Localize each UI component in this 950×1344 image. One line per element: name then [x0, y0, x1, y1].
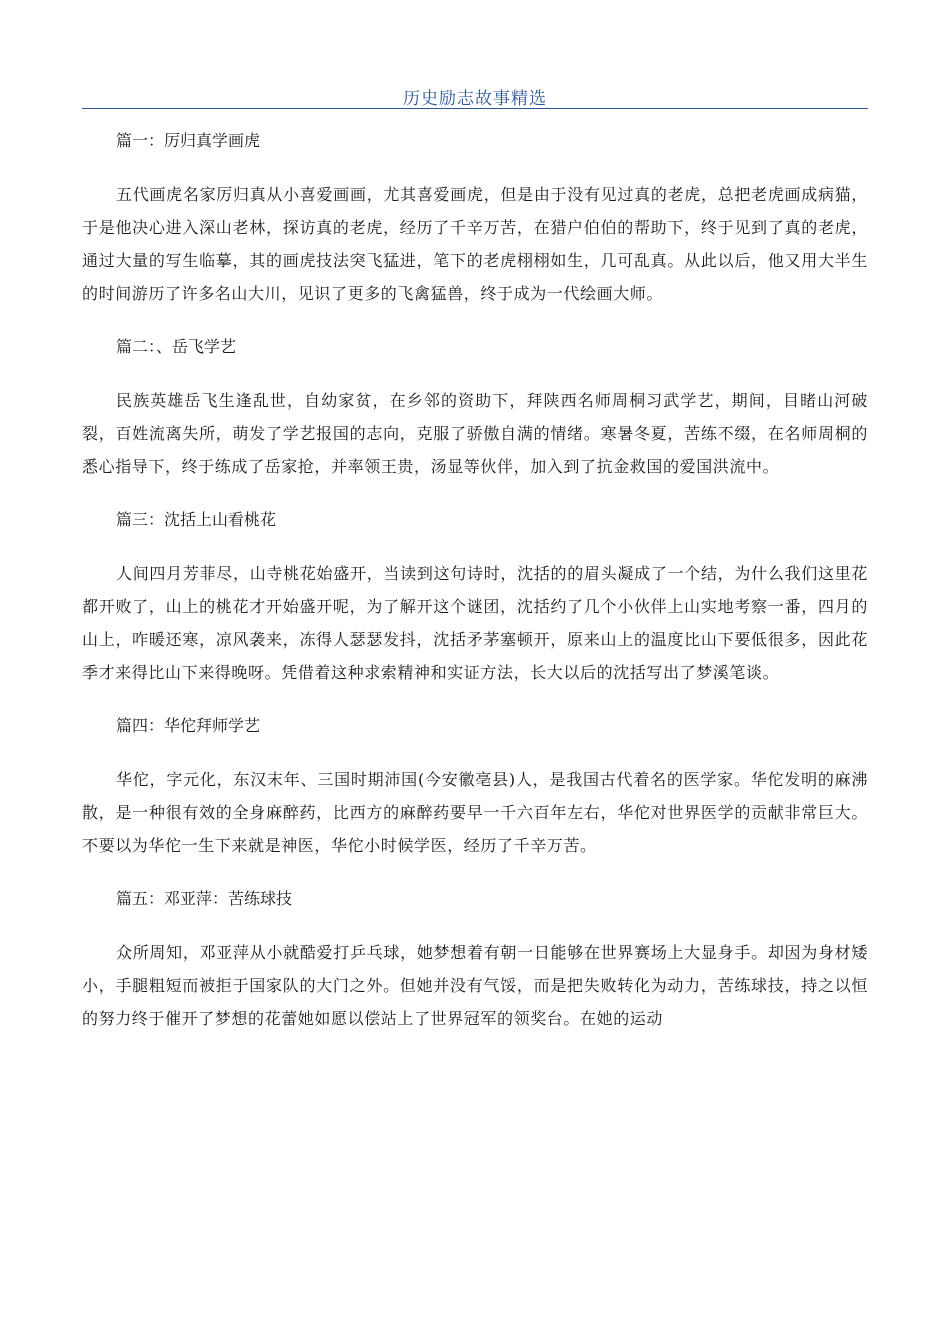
section-title: 篇四：华佗拜师学艺 — [116, 716, 261, 735]
section-4 — [82, 709, 868, 862]
document-body — [82, 124, 868, 1055]
section-paragraph: 五代画虎名家厉归真从小喜爱画画，尤其喜爱画虎，但是由于没有见过真的老虎，总把老虎画成病猫，于是他决心进入深山老林，探访真的老虎，经历了千辛万苦，在猎户伯伯的帮助下，终于见到了真的老虎，通过大量的写生临摹，其的画虎技法突飞猛进，笔下的老虎栩栩如生，几可乱真。从此以后，他又用大半生的时间游历了许多名山大川，见识了更多的飞禽猛兽，终于成为一代绘画大师。 — [82, 185, 868, 303]
section-paragraph: 华佗，字元化，东汉末年、三国时期沛国(今安徽亳县)人，是我国古代着名的医学家。华佗发明的麻沸散，是一种很有效的全身麻醉药，比西方的麻醉药要早一千六百年左右，华佗对世界医学的贡献非常巨大。不要以为华佗一生下来就是神医，华佗小时候学医，经历了千辛万苦。 — [82, 770, 868, 855]
section-3 — [82, 503, 868, 689]
section-paragraph: 民族英雄岳飞生逢乱世，自幼家贫，在乡邻的资助下，拜陕西名师周桐习武学艺，期间，目睹山河破裂，百姓流离失所，萌发了学艺报国的志向，克服了骄傲自满的情绪。寒暑冬夏，苦练不缀，在名师周桐的悉心指导下，终于练成了岳家抢，并率领王贵，汤显等伙伴，加入到了抗金救国的爱国洪流中。 — [82, 391, 868, 476]
section-paragraph: 人间四月芳菲尽，山寺桃花始盛开，当读到这句诗时，沈括的的眉头凝成了一个结，为什么我们这里花都开败了，山上的桃花才开始盛开呢，为了解开这个谜团，沈括约了几个小伙伴上山实地考察一番，四月的山上，咋暖还寒，凉风袭来，冻得人瑟瑟发抖，沈括矛茅塞顿开，原来山上的温度比山下要低很多，因此花季才来得比山下来得晚呀。凭借着这种求索精神和实证方法，长大以后的沈括写出了梦溪笔谈。 — [82, 564, 868, 682]
page-header — [82, 0, 868, 110]
section-1 — [82, 124, 868, 310]
section-5 — [82, 882, 868, 1035]
document-page — [82, 0, 868, 1028]
section-paragraph: 众所周知，邓亚萍从小就酷爱打乒乓球，她梦想着有朝一日能够在世界赛场上大显身手。却因为身材矮小，手腿粗短而被拒于国家队的大门之外。但她并没有气馁，而是把失败转化为动力，苦练球技，持之以恒的努力终于催开了梦想的花蕾她如愿以偿站上了世界冠军的领奖台。在她的运动 — [82, 943, 868, 1028]
section-title: 篇一：厉归真学画虎 — [116, 131, 261, 150]
section-title: 篇五：邓亚萍：苦练球技 — [116, 889, 293, 908]
section-title: 篇三：沈括上山看桃花 — [116, 510, 277, 529]
page-title: 历史励志故事精选 — [403, 89, 547, 109]
header-divider — [82, 108, 868, 109]
section-2 — [82, 330, 868, 483]
section-title: 篇二：、岳飞学艺 — [116, 337, 237, 356]
